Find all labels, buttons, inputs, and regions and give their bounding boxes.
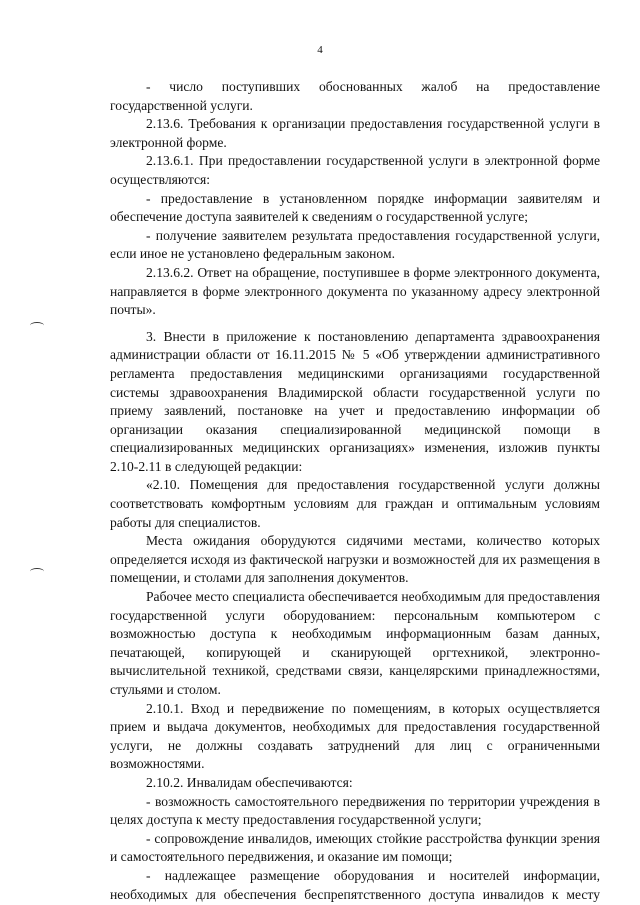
- margin-mark: [30, 568, 44, 575]
- page-number: 4: [317, 44, 323, 56]
- paragraph: - получение заявителем результата предоставления государственной услуги, если иное не установлено федеральным законом.: [110, 227, 600, 262]
- paragraph: Места ожидания оборудуются сидячими местами, количество которых определяется исходя из фактической нагрузки и возможностей для их размещения в помещении, и столами для заполнения документов.: [110, 533, 600, 586]
- paragraph: Рабочее место специалиста обеспечивается необходимым для предоставления государственной услуги оборудованием: персональным компьютером с возможностью доступа к необходимым информационным базам данных, печатающей, копирующей и сканирующей оргтехникой, электронно-вычислительной техникой, средствами связи, канцелярскими принадлежностями, стульями и столом.: [110, 589, 600, 697]
- paragraph: 3. Внести в приложение к постановлению департамента здравоохранения администрации области от 16.11.2015 № 5 «Об утверждении административного регламента предоставления медицинскими организациями государственной системы здравоохранения Владимирской области государственной услуги по приему заявлений, постановке на учет и предоставлению информации об организации оказания специализированной медицинской помощи в специализированных медицинских организациях» изменения, изложив пункты 2.10-2.11 в следующей редакции:: [110, 328, 600, 474]
- paragraph: 2.13.6. Требования к организации предоставления государственной услуги в электронной форме.: [110, 116, 600, 150]
- document-body: [110, 78, 600, 904]
- paragraph: - сопровождение инвалидов, имеющих стойкие расстройства функции зрения и самостоятельного передвижения, и оказание им помощи;: [110, 830, 600, 865]
- paragraph: «2.10. Помещения для предоставления государственной услуги должны соответствовать комфортным условиям для граждан и оптимальным условиям работы для специалистов.: [110, 477, 600, 530]
- paragraph: - предоставление в установленном порядке информации заявителям и обеспечение доступа заявителей к сведениям о государственной услуге;: [110, 190, 600, 225]
- paragraph: - возможность самостоятельного передвижения по территории учреждения в целях доступа к месту предоставления государственной услуги;: [110, 793, 600, 828]
- paragraph: 2.13.6.2. Ответ на обращение, поступившее в форме электронного документа, направляется в форме электронного документа по указанному адресу электронной почты».: [110, 264, 600, 318]
- paragraph: 2.13.6.1. При предоставлении государственной услуги в электронной форме осуществляются:: [110, 153, 600, 187]
- paragraph: 2.10.2. Инвалидам обеспечиваются:: [146, 774, 353, 790]
- margin-mark: [30, 322, 44, 329]
- paragraph: 2.10.1. Вход и передвижение по помещениям, в которых осуществляется прием и выдача документов, необходимых для предоставления государственной услуги, не должны создавать затруднений для лиц с ограниченными возможностями.: [110, 700, 600, 772]
- paragraph: - надлежащее размещение оборудования и носителей информации, необходимых для обеспечения беспрепятственного доступа инвалидов к месту: [110, 867, 600, 902]
- paragraph: - число поступивших обоснованных жалоб на предоставление государственной услуги.: [110, 79, 600, 113]
